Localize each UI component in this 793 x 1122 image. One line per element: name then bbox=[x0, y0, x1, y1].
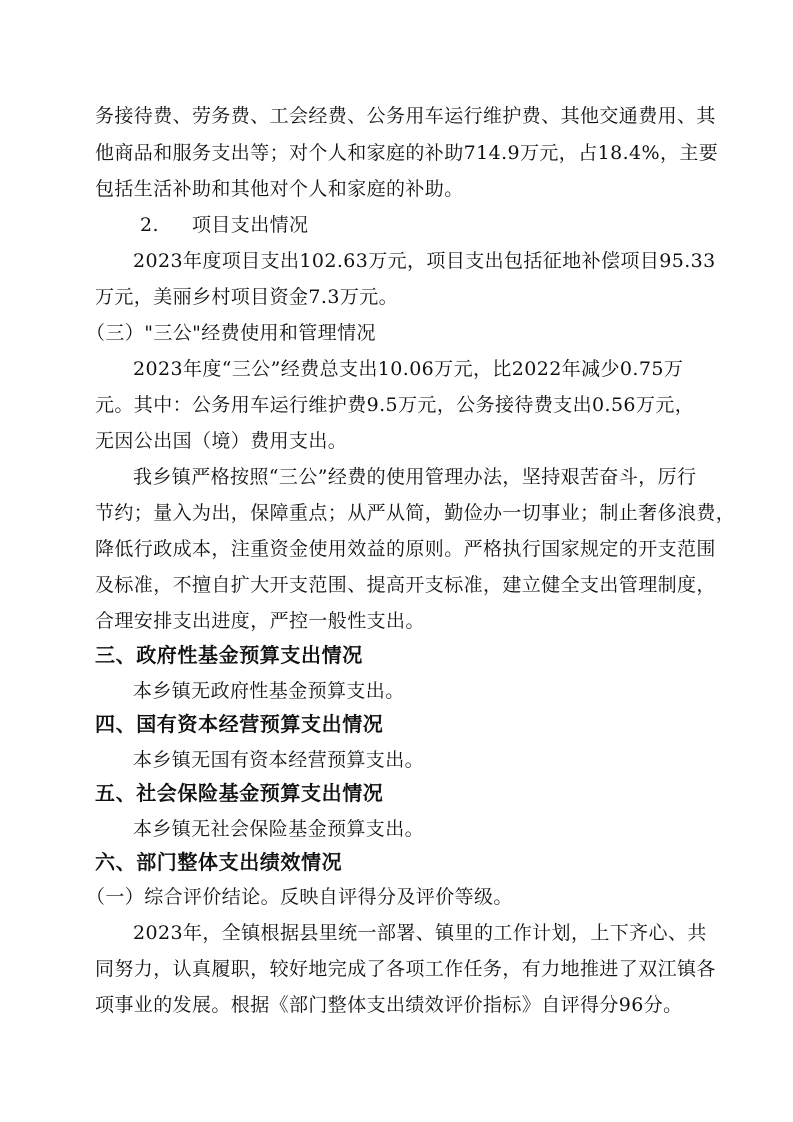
paragraph-line: 及标准，不擅自扩大开支范围、提高开支标准，建立健全支出管理制度， bbox=[95, 574, 716, 596]
paragraph-line: 务接待费、劳务费、工会经费、公务用车运行维护费、其他交通费用、其 bbox=[95, 105, 716, 127]
paragraph-line: 项事业的发展。根据《部门整体支出绩效评价指标》自评得分96分。 bbox=[95, 994, 683, 1016]
paragraph-line: 同努力，认真履职，较好地完成了各项工作任务，有力地推进了双江镇各 bbox=[95, 958, 716, 980]
paragraph-line: 合理安排支出进度，严控一般性支出。 bbox=[95, 610, 425, 632]
paragraph-line: 本乡镇无社会保险基金预算支出。 bbox=[133, 818, 425, 840]
paragraph-line: 元。其中：公务用车运行维护费9.5万元，公务接待费支出0.56万元， bbox=[95, 394, 695, 416]
section-heading: 三、政府性基金预算支出情况 bbox=[95, 643, 363, 667]
list-number: 2. bbox=[140, 214, 159, 236]
paragraph-line: 包括生活补助和其他对个人和家庭的补助。 bbox=[95, 178, 464, 200]
paragraph-line: 2023年，全镇根据县里统一部署、镇里的工作计划，上下齐心、共 bbox=[133, 922, 707, 944]
paragraph-line: 本乡镇无国有资本经营预算支出。 bbox=[133, 749, 425, 771]
paragraph-line: 节约；量入为出，保障重点；从严从简，勤俭办一切事业；制止奢侈浪费， bbox=[95, 502, 736, 524]
section-heading: 六、部门整体支出绩效情况 bbox=[95, 850, 343, 874]
list-item-title: 项目支出情况 bbox=[192, 214, 309, 236]
section-heading: 四、国有资本经营预算支出情况 bbox=[95, 712, 384, 736]
paragraph-line: 万元，美丽乡村项目资金7.3万元。 bbox=[95, 286, 399, 308]
paragraph-line: 本乡镇无政府性基金预算支出。 bbox=[133, 680, 405, 702]
paragraph-line: 2023年度“三公”经费总支出10.06万元，比2022年减少0.75万 bbox=[133, 358, 684, 380]
paragraph-line: 降低行政成本，注重资金使用效益的原则。严格执行国家规定的开支范围 bbox=[95, 538, 716, 560]
paragraph-line: 他商品和服务支出等；对个人和家庭的补助714.9万元，占18.4%，主要 bbox=[95, 142, 719, 164]
paragraph-line: 无因公出国（境）费用支出。 bbox=[95, 430, 348, 452]
subsection-title: （一）综合评价结论。反映自评得分及评价等级。 bbox=[86, 886, 513, 908]
paragraph-line: 我乡镇严格按照“三公”经费的使用管理办法，坚持艰苦奋斗，厉行 bbox=[133, 466, 697, 488]
section-heading: 五、社会保险基金预算支出情况 bbox=[95, 781, 384, 805]
paragraph-line: 2023年度项目支出102.63万元，项目支出包括征地补偿项目95.33 bbox=[133, 250, 716, 272]
subsection-title: （三）"三公"经费使用和管理情况 bbox=[86, 322, 376, 344]
